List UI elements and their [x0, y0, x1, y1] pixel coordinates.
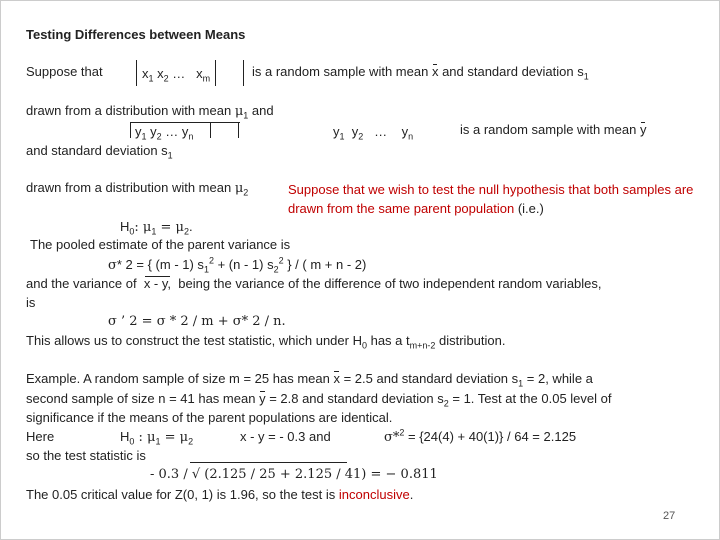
- example-line-3: significance if the means of the parent populations are identical.: [26, 410, 393, 425]
- x-sample-description: is a random sample with mean x and standard deviation $s_1$: [252, 64, 589, 82]
- y-sequence-left: $y_1$ $y_2$ … $y_n$: [135, 124, 194, 142]
- sqrt-overline: [190, 462, 347, 463]
- page-number: 27: [663, 510, 676, 522]
- x-seq-box-left: [136, 60, 137, 86]
- here-label: Here: [26, 429, 55, 444]
- h0-statement: $H_0$: $\mu_1 = \mu_2$.: [120, 219, 193, 237]
- x-seq-box-right: [243, 60, 244, 86]
- example-line-1: Example. A random sample of size m = 25 has mean x = 2.5 and standard deviation $s_1 = 2$, while a: [26, 371, 593, 389]
- test-statistic-intro: This allows us to construct the test statistic, which under $H_0$ has a $t_{m+n-2}$ distribution.: [26, 333, 506, 351]
- x-sequence: $x_1$ $x_2$ … $x_m$: [142, 66, 211, 84]
- x-seq-box-mid: [215, 60, 216, 86]
- y-seq-box-right: [238, 122, 239, 138]
- y-seq-box-mid: [210, 122, 211, 138]
- conclusion-line: The 0.05 critical value for Z(0, 1) is 1.96, so the test is inconclusive.: [26, 487, 414, 502]
- example-line-2: second sample of size n = 41 has mean y = 2.8 and standard deviation $s_2 = 1$. Test at the 0.05 level of: [26, 391, 612, 409]
- y-seq-box-top: [130, 122, 240, 123]
- slide-title: Testing Differences between Means: [26, 27, 246, 42]
- drawn-mu2-line: drawn from a distribution with mean $\mu_2$: [26, 180, 249, 198]
- variance-line: and the variance of x - y, being the variance of the difference of two independent random variables,: [26, 276, 602, 291]
- is-word: is: [26, 295, 36, 310]
- test-statistic-label: so the test statistic is: [26, 448, 146, 463]
- inconclusive-text: inconclusive: [338, 487, 410, 502]
- suppose-label: Suppose that: [26, 64, 103, 79]
- std-dev-s1-line: and standard deviation $s_1$: [26, 143, 173, 161]
- null-hypothesis-text: Suppose that we wish to test the null hypothesis that both samples are drawn from the same parent population (i.e.): [288, 182, 694, 216]
- here-h0: $H_0$ : $\mu_1 = \mu_2$: [120, 429, 194, 447]
- y-seq-box-left: [130, 122, 131, 138]
- test-statistic-value: - 0.3 / √ (2.125 / 25 + 2.125 / 41) = − 0.811: [150, 467, 438, 482]
- y-sequence-right: $y_1$ $y_2$ … $y_n$: [333, 124, 414, 142]
- pooled-formula: σ* 2 = { (m - 1) $s_1^2 + (n - 1)$ $s_2^2$ } / ( m + n - 2): [108, 255, 367, 275]
- pooled-estimate-text: The pooled estimate of the parent variance is: [30, 237, 291, 252]
- drawn-mu1-line: drawn from a distribution with mean $\mu_1$ and: [26, 103, 274, 121]
- y-sample-description: is a random sample with mean y: [460, 122, 647, 137]
- sigma-prime-formula: σ ’ 2 = σ * 2 / m + σ* 2 / n.: [108, 314, 286, 329]
- here-difference: x - y = - 0.3 and: [240, 429, 331, 444]
- here-sigma: σ*$^2$ = {24(4) + 40(1)} / 64 = 2.125: [384, 427, 577, 445]
